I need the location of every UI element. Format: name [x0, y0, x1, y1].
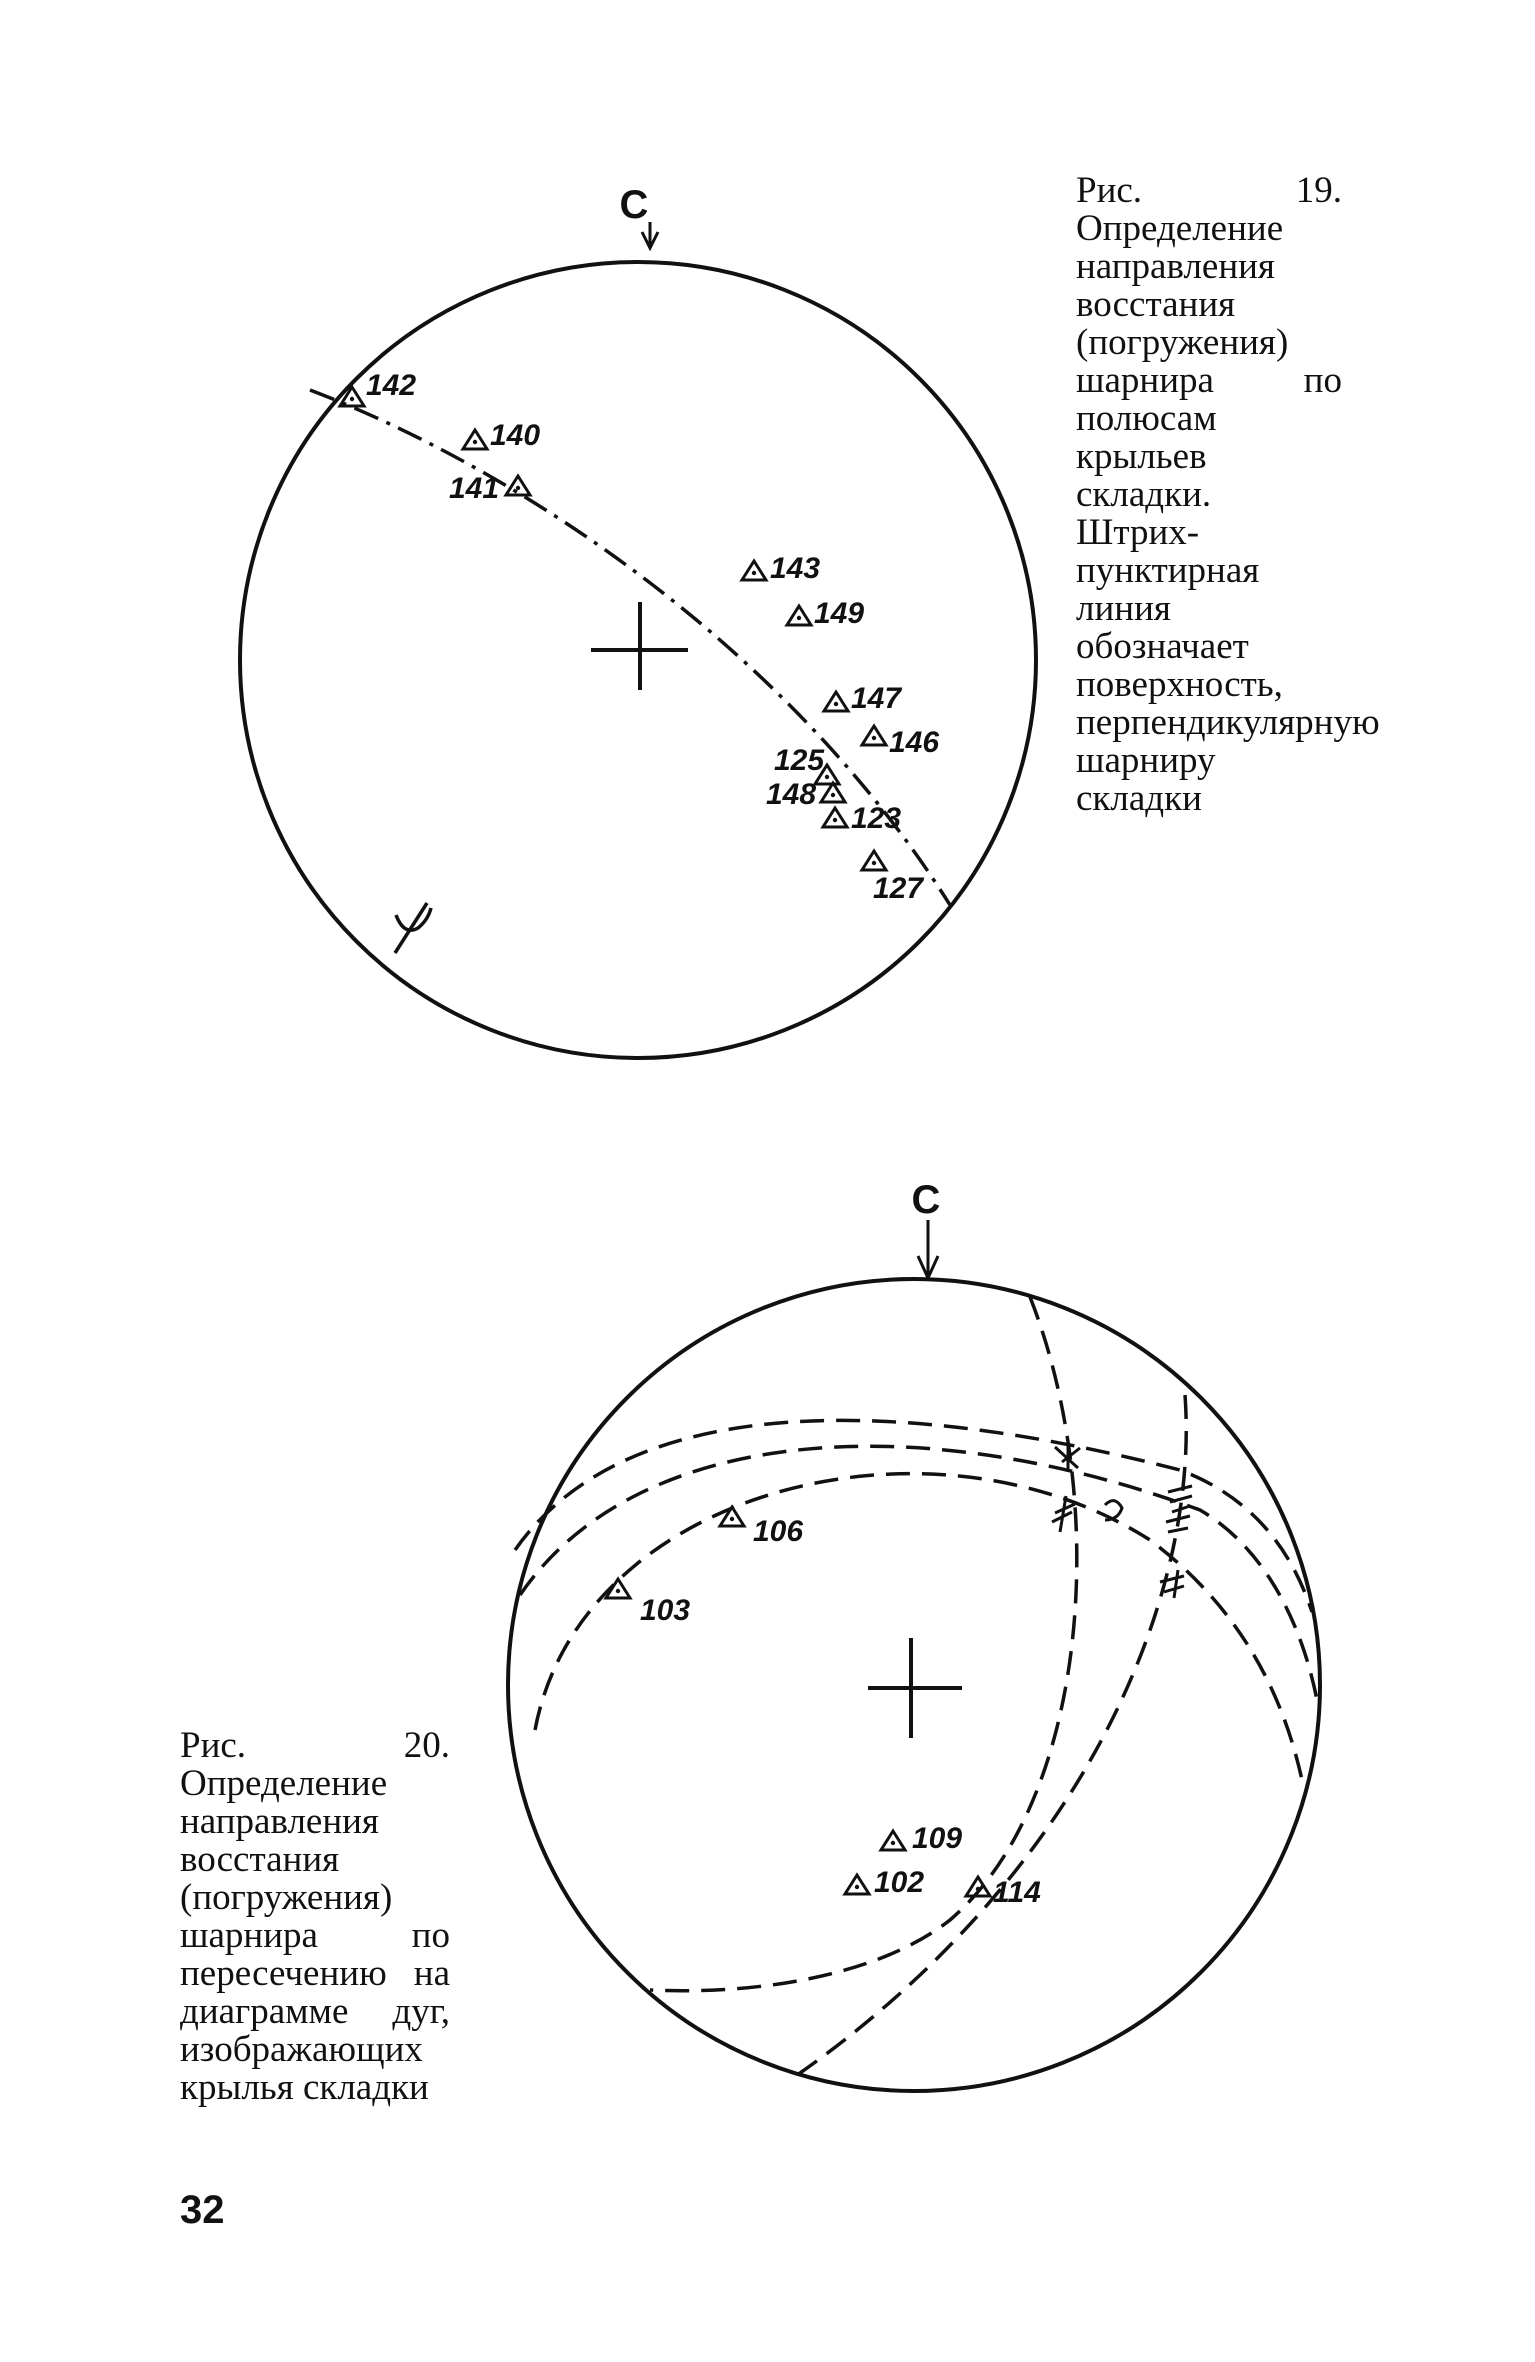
figure-19-caption: Рис. 19. Определение направления восстания (погружения) шарнира по полюсам крыльев складки. Штрих-пунктирная линия обозначает поверхность, перпендикулярную шарниру складки [1076, 170, 1380, 819]
pole-label: 102 [874, 1866, 925, 1899]
pole-label: 143 [770, 552, 821, 585]
pole-marker [463, 430, 487, 449]
fig19-center-cross [591, 602, 688, 690]
pole-marker [787, 606, 811, 625]
pole-marker [824, 692, 848, 711]
figure-20 [508, 1178, 1320, 2091]
fig20-arc [790, 1395, 1186, 2080]
fig20-north-arrow [918, 1220, 938, 1278]
pole-label: 149 [814, 597, 865, 630]
fig19-hinge-symbol [395, 903, 431, 953]
pole-label: 141 [449, 472, 500, 505]
fig20-primitive-circle [508, 1279, 1320, 2091]
fig19-north-label: С [619, 183, 649, 227]
pole-label: 109 [912, 1822, 963, 1855]
pole-marker [823, 808, 847, 827]
pole-label: 114 [993, 1876, 1041, 1909]
page-number: 32 [180, 2188, 225, 2232]
pole-label: 147 [851, 682, 902, 715]
pole-marker [742, 561, 766, 580]
pole-marker [845, 1875, 869, 1894]
pole-marker [821, 783, 845, 802]
pole-marker [862, 726, 886, 745]
pole-marker [862, 851, 886, 870]
pole-label: 103 [640, 1594, 691, 1627]
fig20-intersection-marks [1052, 1440, 1192, 1598]
pole-label: 140 [490, 419, 541, 452]
figure-19 [240, 183, 1036, 1058]
figure-20-caption: Рис. 20. Определение направления восстания (погружения) шарнира по пересечению на диаграмме дуг, изображающих крылья складки [180, 1725, 450, 2108]
pole-label: 148 [766, 778, 817, 811]
fig20-center-cross [868, 1638, 962, 1738]
pole-label: 106 [753, 1515, 804, 1548]
fig20-north-label: С [911, 1178, 941, 1222]
fig20-arc [520, 1446, 1317, 1700]
pole-marker [506, 476, 530, 495]
pole-marker [881, 1831, 905, 1850]
pole-label: 125 [774, 744, 825, 777]
pole-label: 127 [873, 872, 924, 905]
pole-label: 146 [889, 726, 940, 759]
pole-label: 123 [851, 802, 902, 835]
pole-label: 142 [366, 369, 417, 402]
